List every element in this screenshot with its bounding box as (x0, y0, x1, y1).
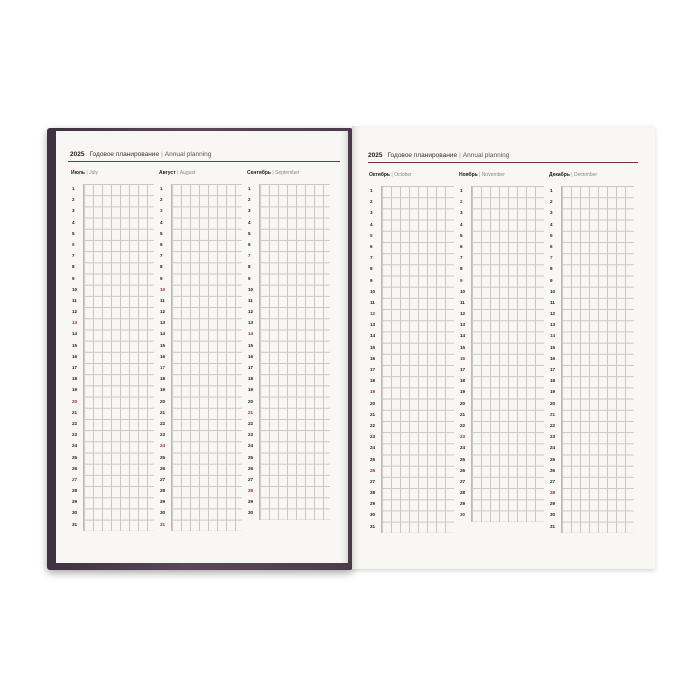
day-number: 17 (370, 367, 376, 372)
day-number: 12 (370, 311, 376, 317)
day-number: 4 (160, 219, 163, 225)
day-number: 9 (248, 275, 251, 281)
month-name-en: October (394, 172, 412, 178)
day-number: 13 (160, 320, 166, 326)
day-number: 11 (460, 299, 465, 305)
month-name-en: August (179, 170, 196, 176)
day-number: 26 (248, 465, 254, 471)
month-name-ru: Октябрь (369, 172, 390, 178)
month-name-ru: Ноябрь (459, 172, 478, 178)
day-number: 8 (160, 264, 163, 270)
day-number: 21 (72, 409, 78, 415)
day-number: 23 (248, 432, 254, 438)
day-number: 30 (248, 510, 254, 516)
planning-grid[interactable] (83, 184, 154, 531)
day-number: 7 (248, 253, 251, 259)
day-number: 23 (460, 434, 466, 440)
month-column-october (369, 172, 455, 533)
day-number: 31 (370, 523, 376, 529)
day-number: 13 (550, 322, 556, 328)
day-number: 4 (370, 221, 373, 227)
day-number: 14 (370, 333, 376, 339)
day-number: 14 (550, 333, 556, 339)
day-number: 25 (460, 456, 466, 462)
day-number: 15 (550, 344, 556, 350)
day-number: 22 (460, 422, 466, 428)
day-number: 6 (248, 241, 251, 247)
month-name-en: November (481, 172, 505, 178)
day-number: 2 (460, 199, 463, 205)
day-number: 13 (248, 320, 254, 326)
day-number: 10 (460, 288, 466, 294)
day-number: 28 (550, 490, 556, 496)
day-number: 17 (550, 367, 556, 372)
left-title-ru: Годовое планирование (89, 151, 160, 158)
day-number: 9 (460, 277, 463, 283)
day-number: 16 (550, 355, 556, 361)
day-number: 8 (248, 264, 251, 270)
day-number: 30 (370, 512, 376, 518)
day-number: 9 (72, 275, 75, 281)
day-number: 1 (370, 188, 373, 193)
day-number: 27 (460, 478, 466, 484)
left-header-rule (68, 161, 340, 162)
planning-grid[interactable] (561, 186, 634, 533)
day-number: 13 (72, 320, 78, 326)
day-number: 10 (72, 286, 78, 292)
month-column-november (459, 172, 545, 533)
day-number: 19 (248, 387, 254, 393)
planning-grid[interactable] (171, 184, 242, 531)
day-number: 8 (550, 266, 553, 272)
day-number: 31 (72, 521, 78, 527)
day-number: 27 (160, 476, 166, 482)
day-number: 25 (370, 456, 376, 462)
left-title-en: Annual planning (164, 151, 212, 158)
day-number: 21 (550, 411, 556, 417)
day-number: 20 (248, 398, 254, 404)
month-name-ru: Сентябрь (247, 170, 271, 176)
day-number: 22 (72, 420, 78, 426)
day-number: 24 (370, 445, 376, 451)
day-number: 13 (370, 322, 376, 328)
day-number: 14 (460, 333, 466, 339)
day-number: 20 (550, 400, 556, 406)
day-number: 14 (248, 331, 254, 337)
day-number: 23 (550, 434, 556, 440)
day-number: 31 (160, 521, 166, 527)
month-name-ru: Декабрь (549, 172, 570, 178)
day-number: 18 (550, 378, 556, 384)
day-number: 29 (248, 499, 254, 505)
day-number: 12 (160, 309, 166, 315)
day-number: 5 (460, 232, 463, 238)
day-number: 25 (248, 454, 254, 460)
day-number: 24 (72, 443, 78, 449)
day-number: 1 (248, 186, 251, 191)
day-number: 9 (370, 277, 373, 283)
day-number: 5 (72, 230, 75, 236)
day-number: 3 (460, 210, 463, 216)
day-number: 10 (248, 286, 254, 292)
day-number: 31 (550, 523, 556, 529)
left-page-header: 2025 Годовое планирование | Annual planning (70, 151, 212, 158)
day-number: 28 (160, 488, 166, 494)
day-number: 5 (550, 232, 553, 238)
day-number: 30 (160, 510, 166, 516)
day-number: 22 (248, 420, 254, 426)
day-number: 20 (460, 400, 466, 406)
day-number: 21 (460, 411, 466, 417)
day-number: 18 (248, 376, 254, 382)
day-number: 24 (550, 445, 556, 451)
day-number: 22 (550, 422, 556, 428)
day-number: 19 (160, 387, 166, 393)
day-number: 11 (248, 297, 253, 303)
day-number: 10 (160, 286, 166, 292)
right-page (352, 126, 655, 569)
day-number: 7 (550, 255, 553, 261)
day-number: 12 (248, 309, 254, 315)
day-number: 23 (370, 434, 376, 440)
day-number: 19 (72, 387, 78, 393)
day-number: 7 (72, 253, 75, 259)
month-name-ru: Август (159, 170, 176, 176)
month-title: Август | August (159, 170, 196, 176)
day-number: 6 (160, 241, 163, 247)
day-number: 2 (72, 197, 75, 203)
day-number: 14 (72, 331, 78, 337)
right-year: 2025 (368, 152, 383, 159)
day-number: 15 (460, 344, 466, 350)
right-header-rule (368, 162, 638, 163)
day-number: 28 (72, 488, 78, 494)
planning-grid[interactable] (471, 186, 544, 522)
day-number: 8 (460, 266, 463, 272)
day-number: 18 (460, 378, 466, 384)
day-number: 26 (550, 467, 556, 473)
day-number: 1 (160, 186, 163, 191)
day-number: 2 (160, 197, 163, 203)
day-number: 3 (370, 210, 373, 216)
day-number: 17 (160, 365, 166, 370)
day-number: 2 (248, 197, 251, 203)
day-number: 15 (72, 342, 78, 348)
month-name-en: July (89, 170, 98, 176)
day-number: 23 (72, 432, 78, 438)
day-number: 21 (160, 409, 166, 415)
day-number: 23 (160, 432, 166, 438)
day-number: 16 (460, 355, 466, 361)
day-number: 26 (72, 465, 78, 471)
day-number: 26 (370, 467, 376, 473)
day-number: 16 (248, 353, 254, 359)
right-page-header: 2025 Годовое планирование | Annual planning (368, 152, 510, 159)
day-number: 3 (72, 208, 75, 214)
day-number: 8 (370, 266, 373, 272)
day-number: 3 (550, 210, 553, 216)
day-number: 4 (550, 221, 553, 227)
day-number: 16 (370, 355, 376, 361)
left-page (56, 131, 348, 563)
day-number: 16 (72, 353, 78, 359)
day-number: 6 (72, 241, 75, 247)
day-number: 20 (370, 400, 376, 406)
month-title: Ноябрь | November (459, 172, 505, 178)
day-number: 19 (460, 389, 466, 395)
day-number: 5 (160, 230, 163, 236)
day-number: 6 (460, 243, 463, 249)
day-number: 18 (370, 378, 376, 384)
day-number: 28 (370, 490, 376, 496)
day-number: 17 (460, 367, 466, 372)
day-number: 9 (550, 277, 553, 283)
day-number: 1 (72, 186, 75, 191)
day-number: 2 (550, 199, 553, 205)
day-number: 3 (160, 208, 163, 214)
day-number: 20 (72, 398, 78, 404)
day-number: 4 (248, 219, 251, 225)
day-number: 22 (160, 420, 166, 426)
day-number: 12 (72, 309, 78, 315)
day-number: 11 (550, 299, 555, 305)
day-number: 24 (160, 443, 166, 449)
day-number: 5 (370, 232, 373, 238)
day-number: 1 (550, 188, 553, 193)
day-number: 1 (460, 188, 463, 193)
day-number: 30 (550, 512, 556, 518)
day-number: 5 (248, 230, 251, 236)
day-number: 19 (370, 389, 376, 395)
month-column-july (71, 170, 155, 531)
day-number: 22 (370, 422, 376, 428)
day-number: 28 (460, 490, 466, 496)
day-number: 27 (550, 478, 556, 484)
month-name-en: December (573, 172, 598, 178)
day-number: 4 (460, 221, 463, 227)
day-number: 13 (460, 322, 466, 328)
day-number: 4 (72, 219, 75, 225)
day-number: 25 (72, 454, 78, 460)
day-number: 12 (550, 311, 556, 317)
month-title: Октябрь | October (369, 172, 412, 178)
day-number: 14 (160, 331, 166, 337)
day-number: 29 (460, 501, 466, 507)
day-number: 27 (72, 476, 78, 482)
day-number: 26 (160, 465, 166, 471)
right-title-en: Annual planning (462, 152, 510, 159)
day-number: 24 (248, 443, 254, 449)
day-number: 10 (550, 288, 556, 294)
day-number: 21 (248, 409, 254, 415)
day-number: 26 (460, 467, 466, 473)
day-number: 12 (460, 311, 466, 317)
day-number: 27 (248, 476, 254, 482)
day-number: 30 (72, 510, 78, 516)
day-number: 29 (370, 501, 376, 507)
day-number: 7 (460, 255, 463, 261)
planning-grid[interactable] (381, 186, 454, 533)
day-number: 10 (370, 288, 376, 294)
day-number: 29 (72, 499, 78, 505)
planning-grid[interactable] (259, 184, 330, 520)
day-number: 11 (72, 297, 77, 303)
month-title: Сентябрь | September (247, 170, 300, 176)
day-number: 9 (160, 275, 163, 281)
day-number: 7 (370, 255, 373, 261)
day-number: 18 (160, 376, 166, 382)
day-number: 19 (550, 389, 556, 395)
day-number: 27 (370, 478, 376, 484)
month-name-en: September (275, 170, 300, 176)
right-title-ru: Годовое планирование (387, 152, 458, 159)
day-number: 17 (72, 365, 78, 370)
day-number: 25 (160, 454, 166, 460)
day-number: 21 (370, 411, 376, 417)
day-number: 29 (550, 501, 556, 507)
day-number: 24 (460, 445, 466, 451)
day-number: 15 (160, 342, 166, 348)
day-number: 2 (370, 199, 373, 205)
month-column-september (247, 170, 331, 531)
day-number: 3 (248, 208, 251, 214)
day-number: 25 (550, 456, 556, 462)
day-number: 16 (160, 353, 166, 359)
left-year: 2025 (70, 151, 85, 158)
day-number: 17 (248, 365, 254, 370)
day-number: 15 (370, 344, 376, 350)
day-number: 7 (160, 253, 163, 259)
month-title: Декабрь | December (549, 172, 598, 178)
month-name-ru: Июль (71, 170, 85, 176)
day-number: 18 (72, 376, 78, 382)
day-number: 15 (248, 342, 254, 348)
day-number: 28 (248, 488, 254, 494)
month-column-august (159, 170, 243, 531)
month-column-december (549, 172, 635, 533)
day-number: 11 (370, 299, 375, 305)
day-number: 6 (370, 243, 373, 249)
day-number: 11 (160, 297, 165, 303)
day-number: 20 (160, 398, 166, 404)
day-number: 29 (160, 499, 166, 505)
day-number: 6 (550, 243, 553, 249)
day-number: 8 (72, 264, 75, 270)
day-number: 30 (460, 512, 466, 518)
month-title: Июль | July (71, 170, 98, 176)
